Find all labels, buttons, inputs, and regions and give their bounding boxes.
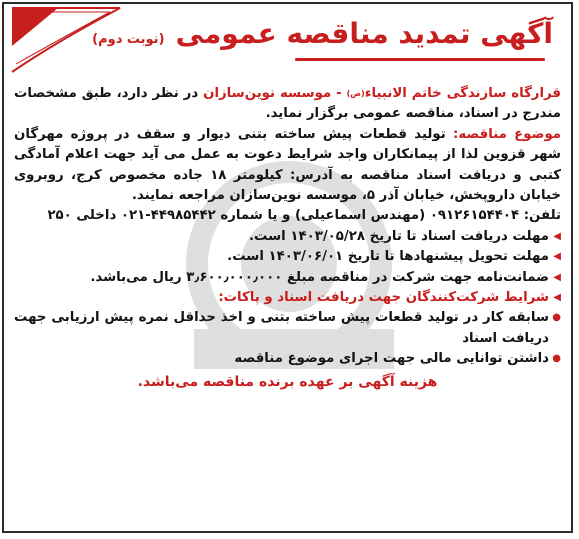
institute-name: موسسه نوین‌سازان xyxy=(203,86,332,101)
guarantee-amount: ضمانت‌نامه جهت شرکت در مناقصه مبلغ ۳٫۶۰۰٫۰۰۰٫۰۰۰ ریال می‌باشد. xyxy=(90,269,549,285)
round-bullet-icon: ● xyxy=(552,353,561,365)
subject-text: تولید قطعات پیش ساخته بتنی دیوار و سقف در پروژه مهرگان شهر قزوین لذا از پیمانکاران واجد شرایط دعوت به عمل می آید جهت اعلام آمادگی کتبی و دریافت اسناد مناقصه به آدرس: کیلومتر ۱۸ جاده مخصوص کرج، روبروی خیابان داروپخش، خیابان آذر ۵، موسسه نوین‌سازان مراجعه نمایند. xyxy=(14,126,562,204)
conditions-list xyxy=(14,308,561,369)
intro-text: در نظر دارد، طبق مشخصات مندرج در اسناد، مناقصه عمومی برگزار نماید. xyxy=(14,86,561,122)
title-underline xyxy=(295,58,545,61)
condition-financial: داشتن توانایی مالی جهت اجرای موضوع مناقصه xyxy=(234,351,549,367)
triangle-bullet-icon: ◀ xyxy=(553,251,561,263)
company-honorific: (ص) xyxy=(346,89,365,98)
dash: - xyxy=(331,86,347,101)
triangle-bullet-icon: ◀ xyxy=(553,292,561,304)
conditions-heading-text: شرایط شرکت‌کنندگان جهت دریافت اسناد و پاکات: xyxy=(218,290,549,306)
footer-note: هزینه آگهی بر عهده برنده مناقصه می‌باشد. xyxy=(137,373,438,390)
notice-body xyxy=(14,84,561,392)
list-item xyxy=(14,227,561,247)
triangle-bullet-icon: ◀ xyxy=(553,271,561,283)
conditions-heading xyxy=(14,288,561,308)
list-item xyxy=(14,247,561,267)
intro-paragraph xyxy=(14,84,561,125)
notice-header xyxy=(83,14,553,76)
deadline-list xyxy=(14,227,561,288)
phone-line: تلفن: ۰۹۱۲۶۱۵۴۴۰۴ (مهندس اسماعیلی) و یا شماره ۴۴۹۸۵۴۴۲-۰۲۱ داخلی ۲۵۰ xyxy=(47,208,561,224)
notice-title: آگهی تمدید مناقصه عمومی xyxy=(175,17,553,50)
tender-notice xyxy=(2,2,573,533)
list-item xyxy=(14,308,561,349)
company-name: قرارگاه سازندگی خاتم الانبیاء xyxy=(364,86,561,101)
title-line xyxy=(83,14,553,54)
list-item xyxy=(14,268,561,288)
condition-experience: سابقه کار در تولید قطعات پیش ساخته بتنی و اخذ حداقل نمره پیش ارزیابی جهت دریافت اسناد xyxy=(14,310,549,346)
list-item xyxy=(14,349,561,369)
notice-subtitle: (نوبت دوم) xyxy=(92,32,165,47)
triangle-bullet-icon: ◀ xyxy=(553,230,561,242)
subject-paragraph xyxy=(14,125,561,207)
subject-label: موضوع مناقصه: xyxy=(453,126,562,142)
deadline-documents: مهلت دریافت اسناد تا تاریخ ۱۴۰۳/۰۵/۲۸ است. xyxy=(248,228,549,244)
deadline-proposals: مهلت تحویل پیشنهادها تا تاریخ ۱۴۰۳/۰۶/۰۱ است. xyxy=(227,249,549,265)
round-bullet-icon: ● xyxy=(552,312,561,324)
